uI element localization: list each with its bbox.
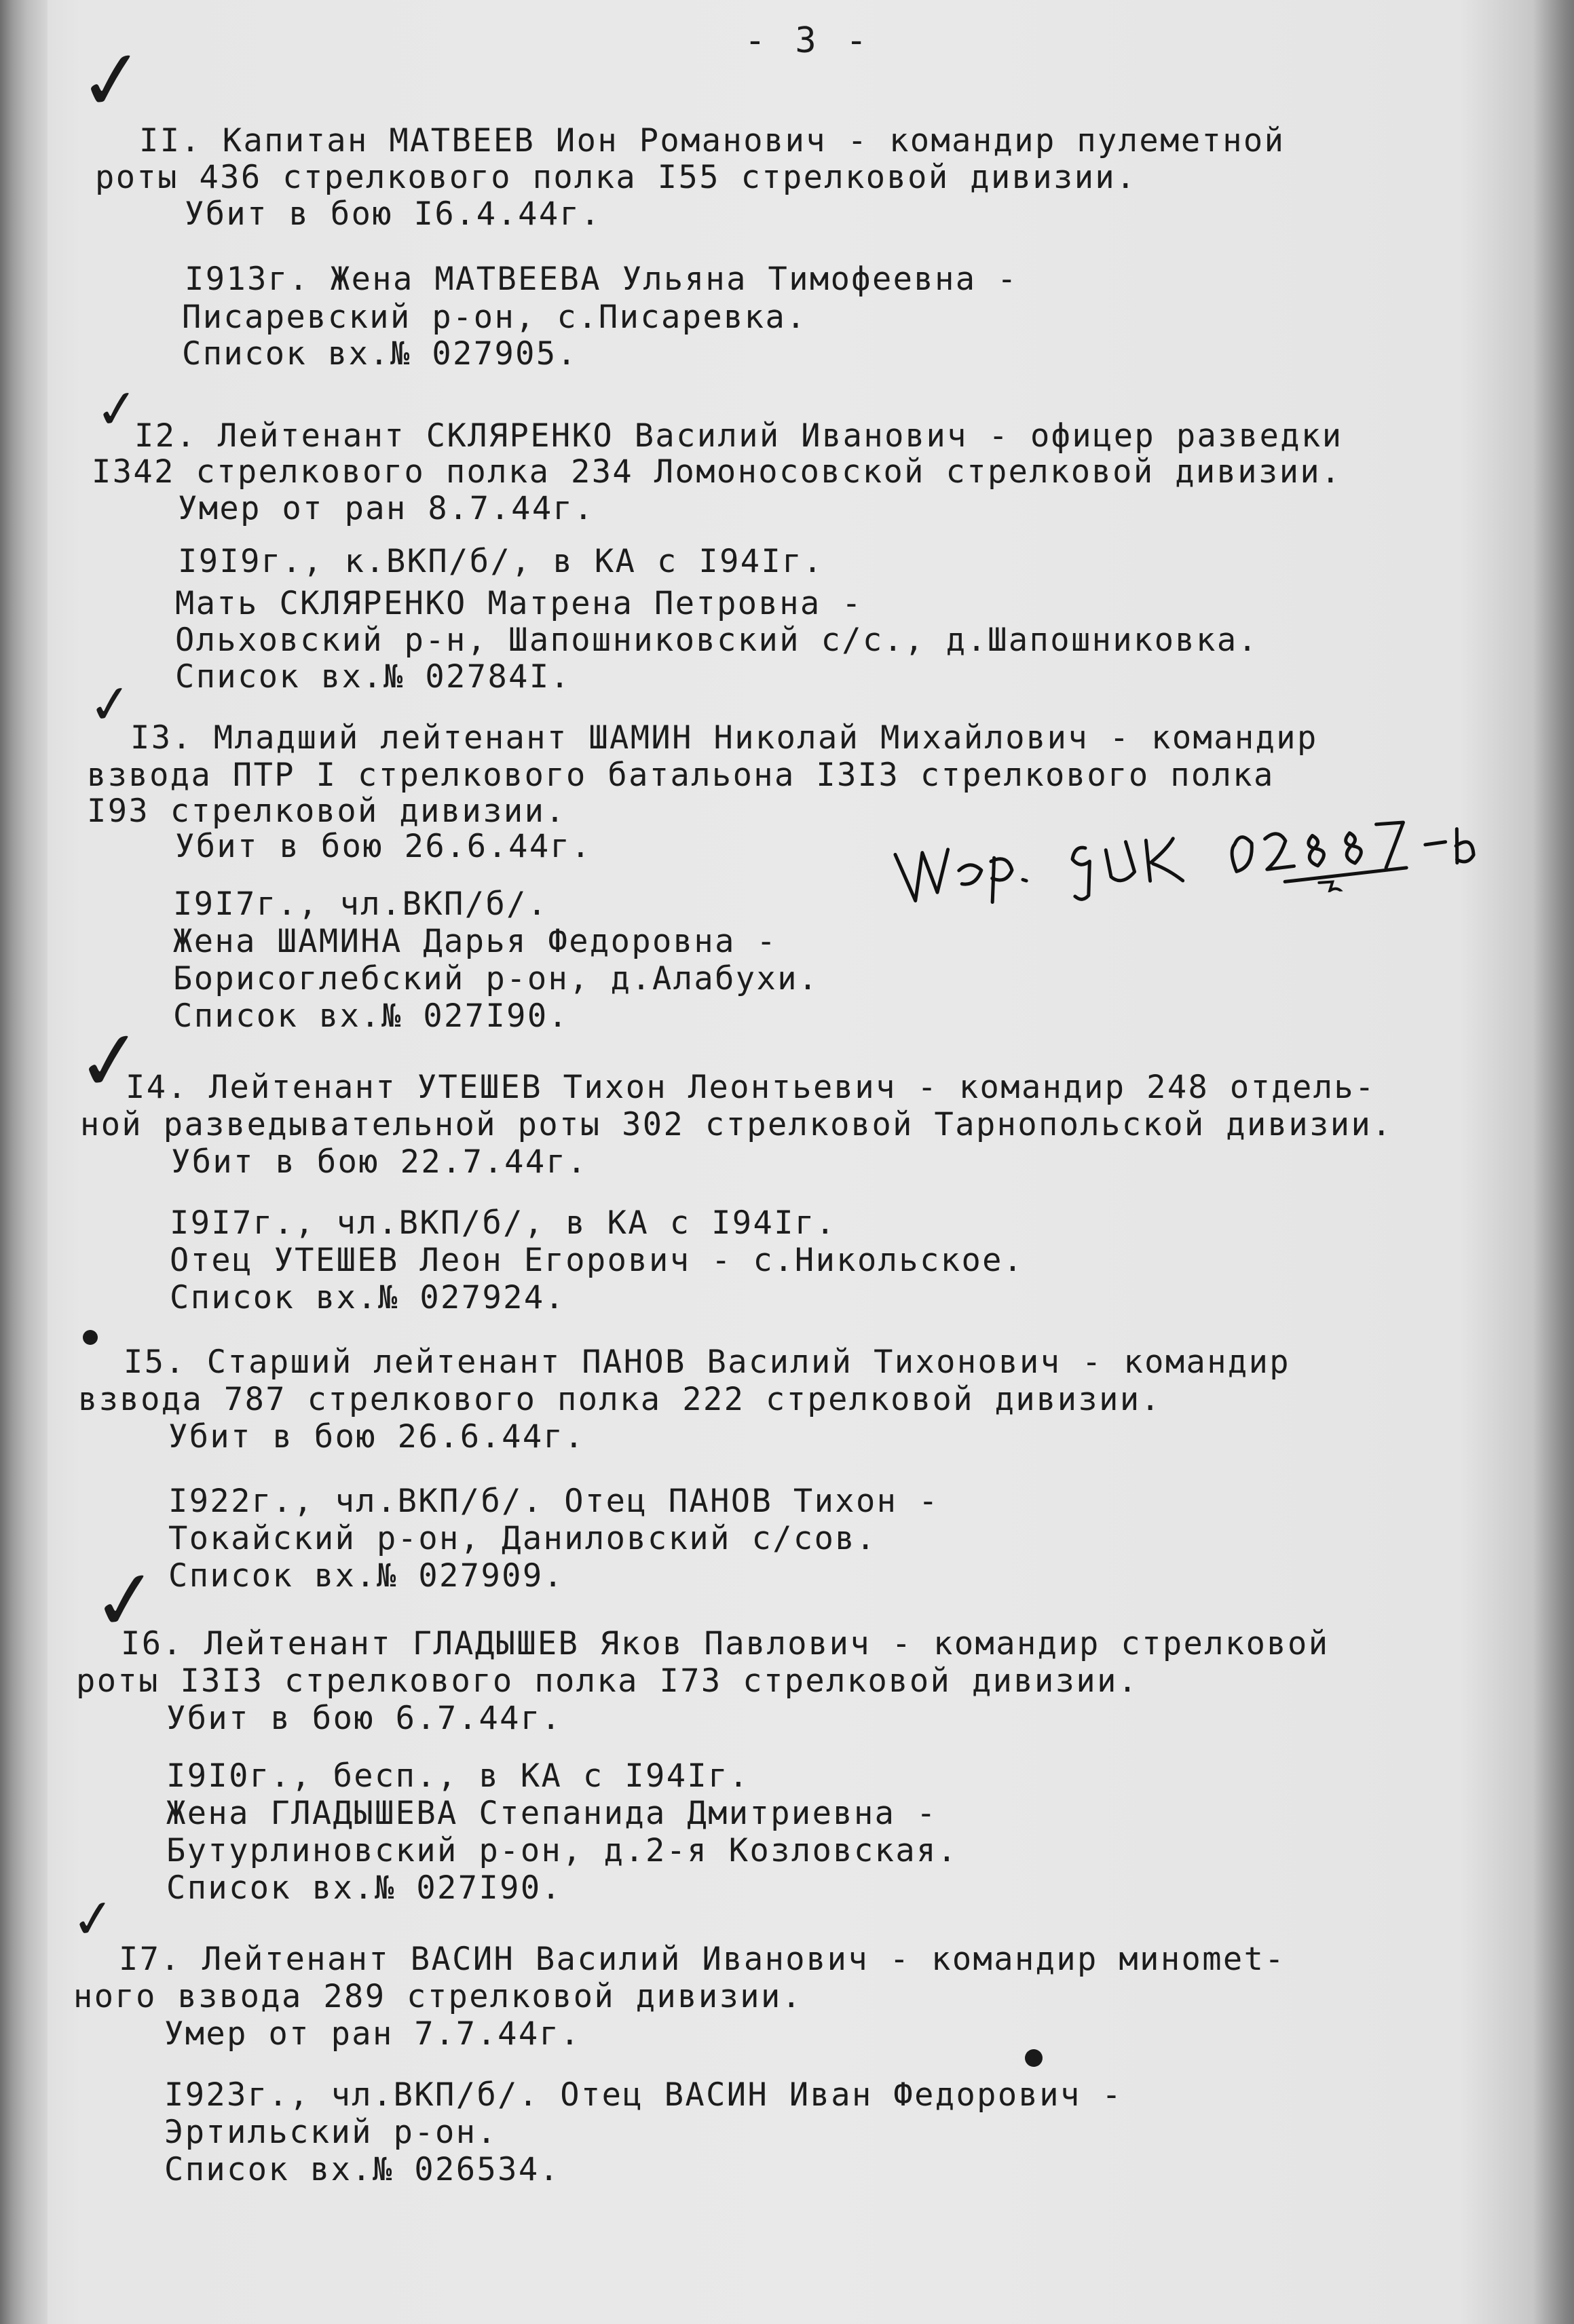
entry-14-line-5: Отец УТЕШЕВ Леон Егорович - с.Никольское. bbox=[170, 1242, 1024, 1279]
entry-13-line-3: I93 стрелковой дивизии. bbox=[87, 793, 567, 830]
bullet-mark bbox=[83, 1330, 98, 1345]
entry-12-line-4: I9I9г., к.ВКП/б/, в КА с I94Iг. bbox=[178, 543, 824, 580]
entry-14-line-1: I4. Лейтенант УТЕШЕВ Тихон Леонтьевич - командир 248 отдель- bbox=[126, 1069, 1376, 1106]
entry-15-line-5: Токайский р-он, Даниловский с/сов. bbox=[168, 1520, 877, 1557]
entry-12-line-6: Ольховский р-н, Шапошниковский с/с., д.Шапошниковка. bbox=[175, 622, 1259, 659]
entry-15-line-6: Список вх.№ 027909. bbox=[168, 1557, 565, 1595]
entry-16-line-4: I9I0г., бесп., в КА с I94Iг. bbox=[166, 1757, 750, 1795]
entry-15-line-1: I5. Старший лейтенант ПАНОВ Василий Тихонович - командир bbox=[124, 1344, 1290, 1381]
page-right-edge-shadow bbox=[1533, 0, 1574, 2324]
checkmark-icon: ✓ bbox=[92, 377, 143, 443]
checkmark-icon: ✓ bbox=[68, 1886, 119, 1953]
entry-16-line-5: Жена ГЛАДЫШЕВА Степанида Дмитриевна - bbox=[166, 1795, 937, 1832]
entry-14-line-4: I9I7г., чл.ВКП/б/, в КА с I94Iг. bbox=[170, 1204, 837, 1242]
entry-11-line-6: Список вх.№ 027905. bbox=[182, 335, 578, 373]
entry-12-line-5: Мать СКЛЯРЕНКО Матрена Петровна - bbox=[175, 585, 863, 622]
checkmark-icon: ✓ bbox=[85, 672, 136, 738]
entry-11-line-5: Писаревский р-он, с.Писаревка. bbox=[182, 299, 807, 336]
entry-12-line-3: Умер от ран 8.7.44г. bbox=[178, 490, 595, 527]
entry-14-line-2: ной разведывательной роты 302 стрелковой Тарнопольской дивизии. bbox=[80, 1106, 1393, 1143]
page-binding-shadow bbox=[0, 0, 48, 2324]
entry-16-line-1: I6. Лейтенант ГЛАДЫШЕВ Яков Павлович - командир стрелковой bbox=[121, 1625, 1330, 1662]
entry-11-line-4: I913г. Жена МАТВЕЕВА Ульяна Тимофеевна - bbox=[185, 261, 1018, 298]
entry-13-line-8: Список вх.№ 027I90. bbox=[173, 997, 569, 1035]
entry-11-line-3: Убит в бою I6.4.44г. bbox=[185, 195, 601, 233]
entry-16-line-7: Список вх.№ 027I90. bbox=[166, 1869, 563, 1907]
entry-16-line-3: Убит в бою 6.7.44г. bbox=[166, 1700, 563, 1737]
entry-11-line-2: роты 436 стрелкового полка I55 стрелковой дивизии. bbox=[95, 159, 1137, 196]
entry-11-line-1: II. Капитан МАТВЕЕВ Ион Романович - командир пулеметной bbox=[139, 122, 1286, 159]
page-number: - 3 - bbox=[744, 20, 872, 61]
entry-14-line-3: Убит в бою 22.7.44г. bbox=[171, 1143, 588, 1181]
handwritten-annotation bbox=[880, 786, 1482, 923]
entry-12-line-7: Список вх.№ 02784I. bbox=[175, 658, 571, 696]
entry-17-line-2: ного взвода 289 стрелковой дивизии. bbox=[73, 1978, 803, 2015]
entry-13-line-4: Убит в бою 26.6.44г. bbox=[175, 828, 592, 865]
entry-17-line-3: Умер от ран 7.7.44г. bbox=[164, 2015, 581, 2053]
entry-17-line-5: Эртильский р-он. bbox=[164, 2114, 498, 2151]
entry-16-line-6: Бутурлиновский р-он, д.2-я Козловская. bbox=[166, 1832, 958, 1869]
checkmark-icon: ✓ bbox=[73, 31, 151, 132]
entry-13-line-6: Жена ШАМИНА Дарья Федоровна - bbox=[173, 923, 778, 960]
entry-14-line-6: Список вх.№ 027924. bbox=[170, 1279, 566, 1316]
entry-13-line-1: I3. Младший лейтенант ШАМИН Николай Михайлович - командир bbox=[130, 719, 1318, 757]
entry-17-line-6: Список вх.№ 026534. bbox=[164, 2151, 561, 2188]
entry-12-line-1: I2. Лейтенант СКЛЯРЕНКО Василий Иванович - офицер разведки bbox=[134, 417, 1343, 455]
entry-15-line-3: Убит в бою 26.6.44г. bbox=[168, 1418, 585, 1455]
entry-17-line-1: I7. Лейтенант ВАСИН Василий Иванович - командир минomet- bbox=[119, 1941, 1286, 1978]
entry-17-line-4: I923г., чл.ВКП/б/. Отец ВАСИН Иван Федорович - bbox=[164, 2076, 1123, 2114]
entry-12-line-2: I342 стрелкового полка 234 Ломоносовской стрелковой дивизии. bbox=[92, 453, 1342, 491]
entry-16-line-2: роты I3I3 стрелкового полка I73 стрелковой дивизии. bbox=[76, 1662, 1139, 1700]
ink-blot bbox=[1025, 2049, 1043, 2067]
entry-13-line-7: Борисоглебский р-он, д.Алабухи. bbox=[173, 960, 819, 997]
entry-13-line-5: I9I7г., чл.ВКП/б/. bbox=[173, 885, 548, 923]
entry-13-line-2: взвода ПТР I стрелкового батальона I3I3 стрелкового полка bbox=[87, 757, 1275, 794]
checkmark-icon: ✓ bbox=[86, 1550, 165, 1652]
entry-15-line-2: взвода 787 стрелкового полка 222 стрелковой дивизии. bbox=[78, 1381, 1162, 1418]
checkmark-icon: ✓ bbox=[71, 1011, 149, 1112]
entry-15-line-4: I922г., чл.ВКП/б/. Отец ПАНОВ Тихон - bbox=[168, 1483, 939, 1520]
